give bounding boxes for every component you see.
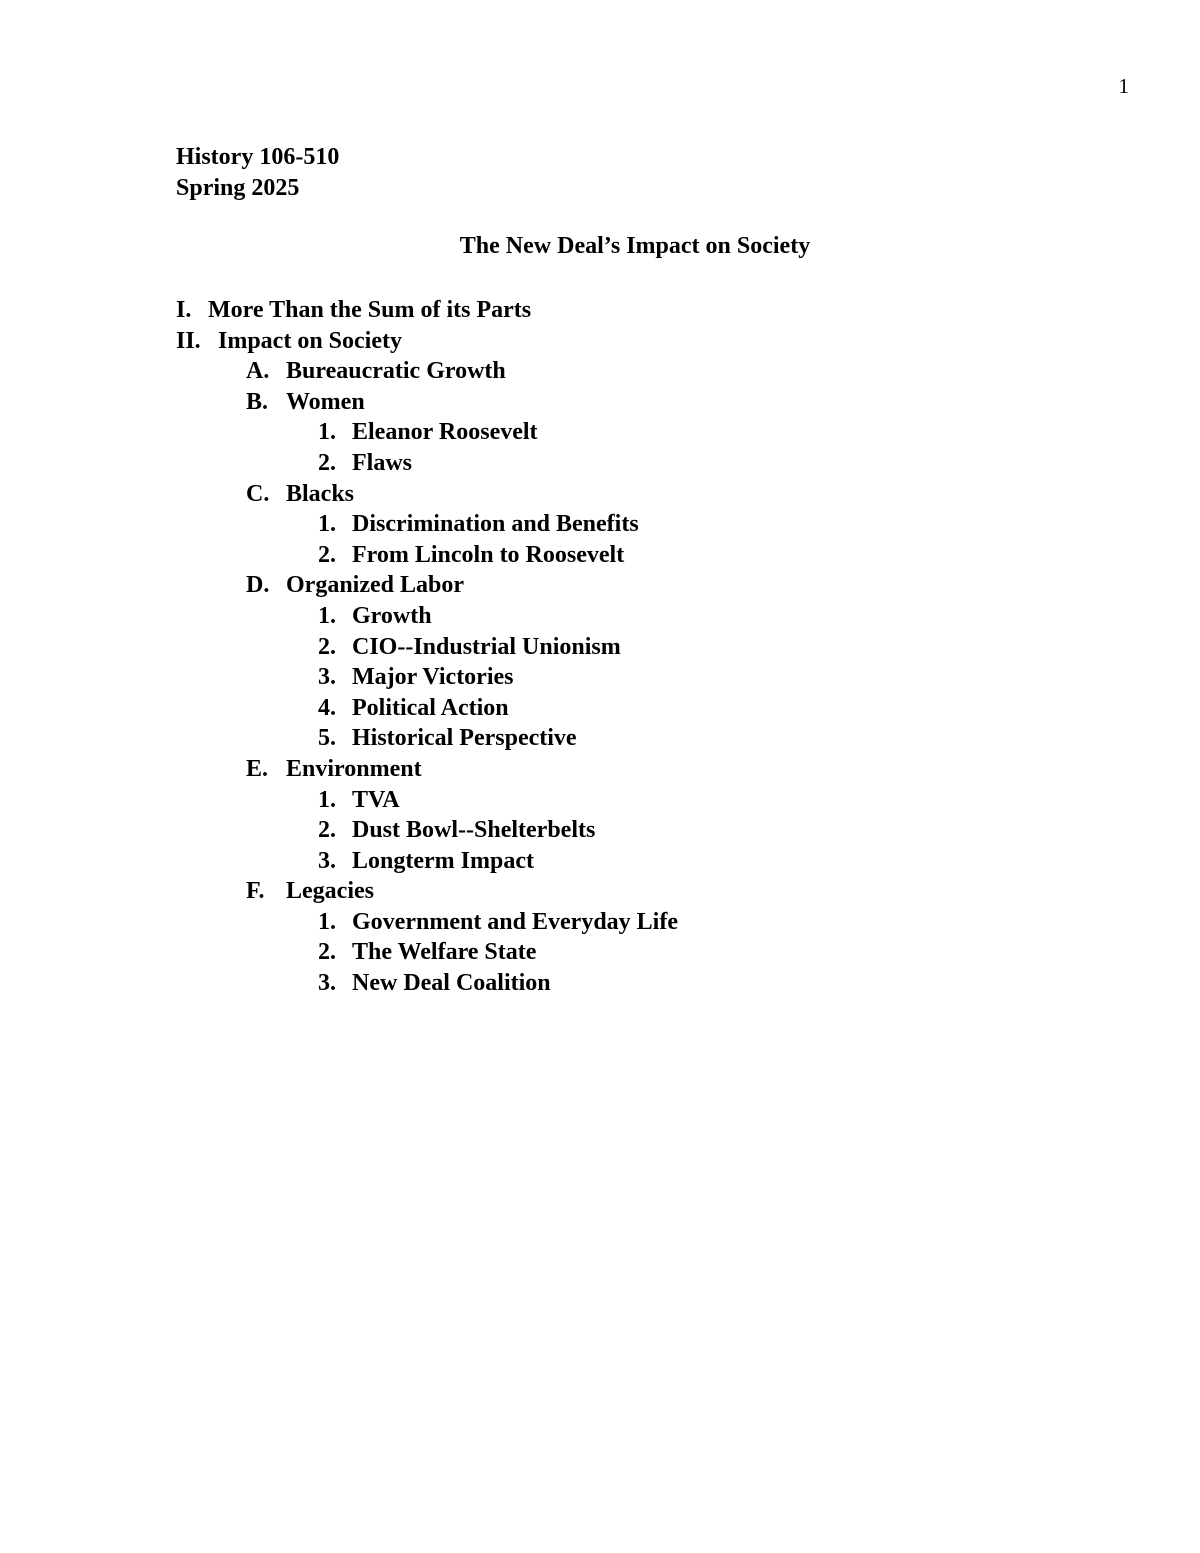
outline-marker: 1. (318, 511, 336, 538)
outline-item-ii-d-5 (176, 723, 678, 754)
outline-marker: C. (246, 480, 270, 507)
outline-text: Eleanor Roosevelt (352, 419, 538, 446)
outline-marker: A. (246, 358, 270, 385)
outline-marker: 2. (318, 633, 336, 660)
outline-marker: D. (246, 572, 270, 599)
outline-text: Organized Labor (286, 572, 464, 599)
outline-marker: F. (246, 878, 265, 905)
outline-text: Impact on Society (218, 327, 402, 354)
outline-item-ii-f-2 (176, 937, 678, 968)
outline-marker: 1. (318, 419, 336, 446)
outline-item-ii-e-1 (176, 785, 678, 816)
outline-marker: 3. (318, 664, 336, 691)
outline-text: CIO--Industrial Unionism (352, 633, 621, 660)
outline-text: Women (286, 388, 365, 415)
outline-marker: E. (246, 755, 269, 782)
outline-item-ii-f (176, 876, 678, 907)
outline-text: Government and Everyday Life (352, 908, 678, 935)
outline-marker: 2. (318, 817, 336, 844)
lecture-outline (176, 295, 678, 999)
outline-text: TVA (352, 786, 400, 813)
outline-text: Flaws (352, 449, 412, 476)
outline-marker: 4. (318, 694, 336, 721)
outline-item-ii-b-1 (176, 417, 678, 448)
outline-item-ii-e (176, 754, 678, 785)
outline-item-ii-d-1 (176, 601, 678, 632)
outline-text: Historical Perspective (352, 725, 577, 752)
outline-text: Blacks (286, 480, 355, 507)
outline-marker: I. (176, 297, 192, 323)
outline-text: Growth (352, 602, 432, 629)
outline-text: Political Action (352, 694, 509, 721)
outline-marker: 1. (318, 908, 336, 935)
outline-item-ii-b-2 (176, 448, 678, 479)
outline-item-ii-f-3 (176, 968, 678, 999)
outline-text: Discrimination and Benefits (352, 511, 639, 538)
outline-text: From Lincoln to Roosevelt (352, 541, 625, 568)
outline-marker: 3. (318, 847, 336, 874)
outline-item-ii-c-2 (176, 540, 678, 571)
document-title: The New Deal’s Impact on Society (459, 233, 811, 259)
outline-item-ii-c-1 (176, 509, 678, 540)
outline-marker: 2. (318, 541, 336, 568)
outline-marker: 2. (318, 449, 336, 476)
outline-text: Bureaucratic Growth (286, 358, 506, 385)
outline-text: The Welfare State (352, 939, 537, 966)
outline-item-ii-d-2 (176, 632, 678, 663)
outline-item-ii-e-2 (176, 815, 678, 846)
page-number: 1 (1118, 74, 1129, 98)
outline-marker: 1. (318, 786, 336, 813)
outline-text: More Than the Sum of its Parts (208, 297, 532, 323)
outline-marker: B. (246, 388, 269, 415)
outline-text: Dust Bowl--Shelterbelts (352, 817, 596, 844)
outline-text: New Deal Coalition (352, 970, 551, 997)
outline-item-ii-f-1 (176, 907, 678, 938)
outline-text: Legacies (286, 878, 374, 905)
outline-marker: 1. (318, 602, 336, 629)
course-term: Spring 2025 (176, 175, 300, 201)
outline-marker: 2. (318, 939, 336, 966)
outline-marker: 3. (318, 970, 336, 997)
outline-item-ii-a (176, 356, 678, 387)
outline-item-ii-d-4 (176, 693, 678, 724)
outline-text: Longterm Impact (352, 847, 534, 874)
outline-item-ii-d (176, 570, 678, 601)
outline-item-ii (176, 326, 678, 357)
outline-item-ii-b (176, 387, 678, 418)
outline-item-ii-c (176, 479, 678, 510)
outline-marker: 5. (318, 725, 336, 752)
outline-item-ii-e-3 (176, 846, 678, 877)
outline-item-i (176, 295, 678, 326)
course-name: History 106-510 (176, 144, 340, 170)
outline-item-ii-d-3 (176, 662, 678, 693)
outline-text: Major Victories (352, 664, 514, 691)
outline-marker: II. (176, 327, 201, 354)
outline-text: Environment (286, 755, 422, 782)
course-header (176, 142, 339, 204)
